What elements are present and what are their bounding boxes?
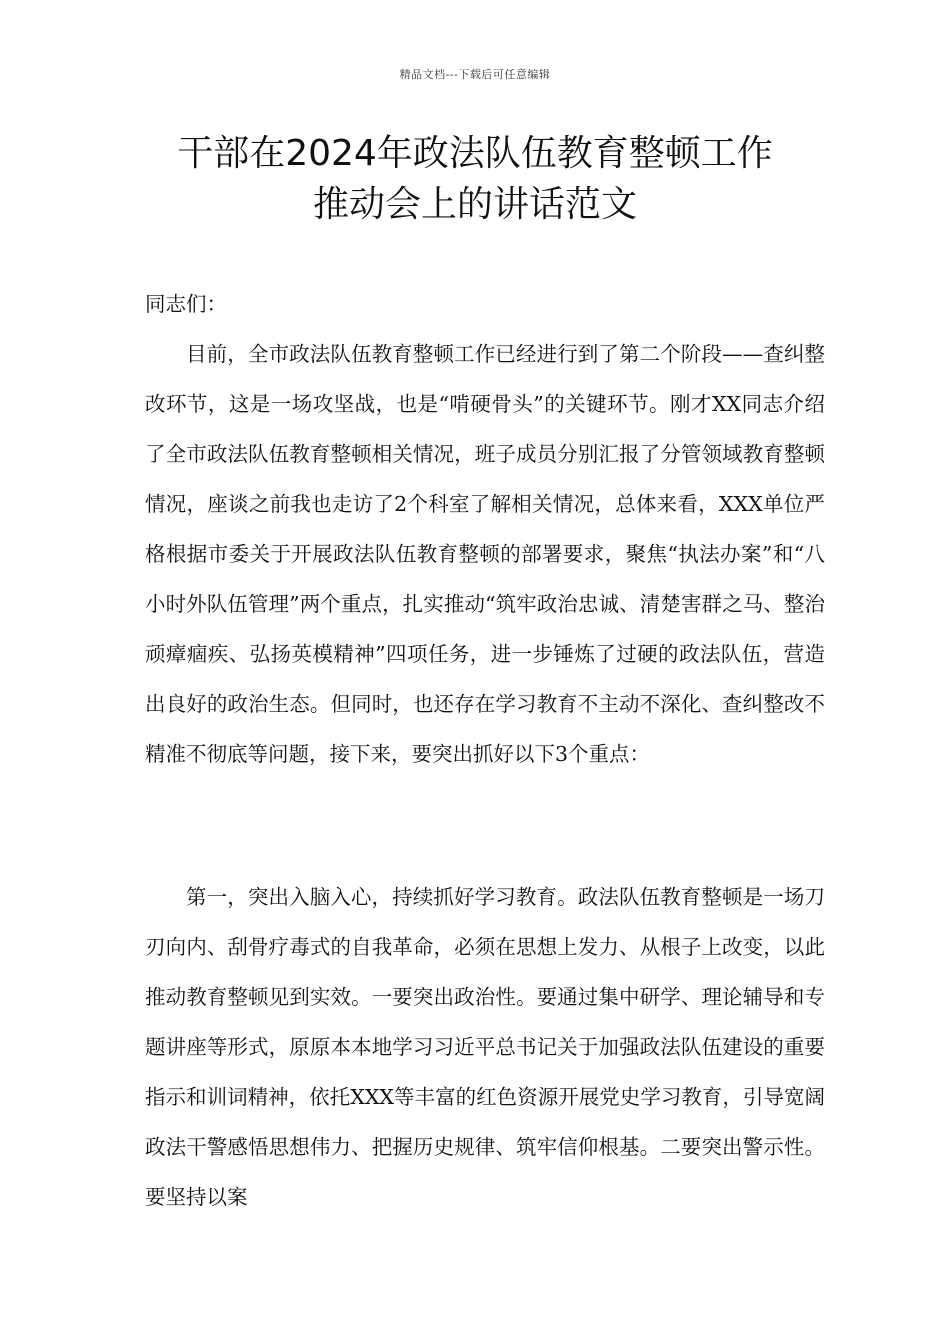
paragraph-2	[145, 872, 825, 1222]
page-title	[0, 128, 950, 230]
paragraph-text: 第一，突出入脑入心，持续抓好学习教育。政法队伍教育整顿是一场刀刃向内、刮骨疗毒式的自我革命，必须在思想上发力、从根子上改变，以此推动教育整顿见到实效。一要突出政治性。要通过集中研学、理论辅导和专题讲座等形式，原原本本地学习习近平总书记关于加强政法队伍建设的重要指示和训词精神，依托XXX等丰富的红色资源开展党史学习教育，引导宽阔政法干警感悟思想伟力、把握历史规律、筑牢信仰根基。二要突出警示性。要坚持以案	[145, 885, 825, 1209]
salutation: 同志们：	[145, 292, 227, 316]
paragraph-text: 目前，全市政法队伍教育整顿工作已经进行到了第二个阶段——查纠整改环节，这是一场攻坚战，也是“啃硬骨头”的关键环节。刚才XX同志介绍了全市政法队伍教育整顿相关情况，班子成员分别汇报了分管领域教育整顿情况，座谈之前我也走访了2个科室了解相关情况，总体来看，XXX单位严格根据市委关于开展政法队伍教育整顿的部署要求，聚焦“执法办案”和“八小时外队伍管理”两个重点，扎实推动“筑牢政治忠诚、清楚害群之马、整治顽瘴痼疾、弘扬英模精神”四项任务，进一步锤炼了过硬的政法队伍，营造出良好的政治生态。但同时，也还存在学习教育不主动不深化、查纠整改不精准不彻底等问题，接下来，要突出抓好以下3个重点：	[145, 342, 825, 766]
header-note: 精品文档---下载后可任意编辑	[399, 68, 551, 81]
title-line-1: 干部在2024年政法队伍教育整顿工作	[177, 133, 773, 174]
title-line-2: 推动会上的讲话范文	[312, 184, 637, 225]
paragraph-1	[145, 329, 825, 779]
